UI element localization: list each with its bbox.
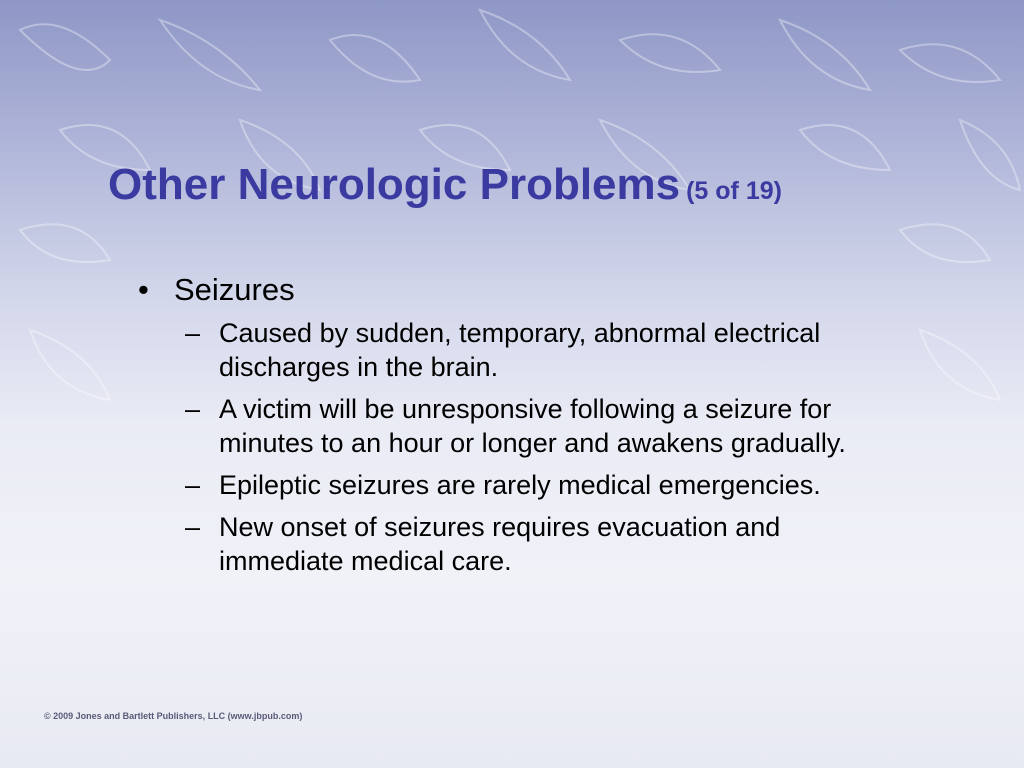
slide-body [138, 270, 938, 586]
sub-bullet-text: A victim will be unresponsive following a seizure for minutes to an hour or longer and awakens gradually. [219, 394, 846, 458]
bullet-marker: • [138, 272, 149, 307]
sub-bullet [185, 468, 938, 502]
main-bullet [138, 270, 938, 310]
dash-marker: – [185, 512, 201, 542]
sub-bullet-text: New onset of seizures requires evacuation and immediate medical care. [219, 512, 781, 576]
title-page-count: (5 of 19) [686, 177, 782, 205]
sub-bullet [185, 392, 938, 460]
sub-bullet [185, 316, 938, 384]
sub-bullet-text: Caused by sudden, temporary, abnormal electrical discharges in the brain. [219, 318, 821, 382]
sub-bullet [185, 510, 938, 578]
dash-marker: – [185, 318, 201, 348]
sub-bullet-text: Epileptic seizures are rarely medical emergencies. [219, 470, 821, 500]
dash-marker: – [185, 470, 201, 500]
title-text: Other Neurologic Problems [108, 160, 681, 209]
copyright-footer: © 2009 Jones and Bartlett Publishers, LLC (www.jbpub.com) [44, 711, 303, 721]
dash-marker: – [185, 394, 201, 424]
slide-title [108, 160, 782, 210]
sub-bullet-list [185, 316, 938, 578]
main-bullet-text: Seizures [174, 272, 295, 307]
